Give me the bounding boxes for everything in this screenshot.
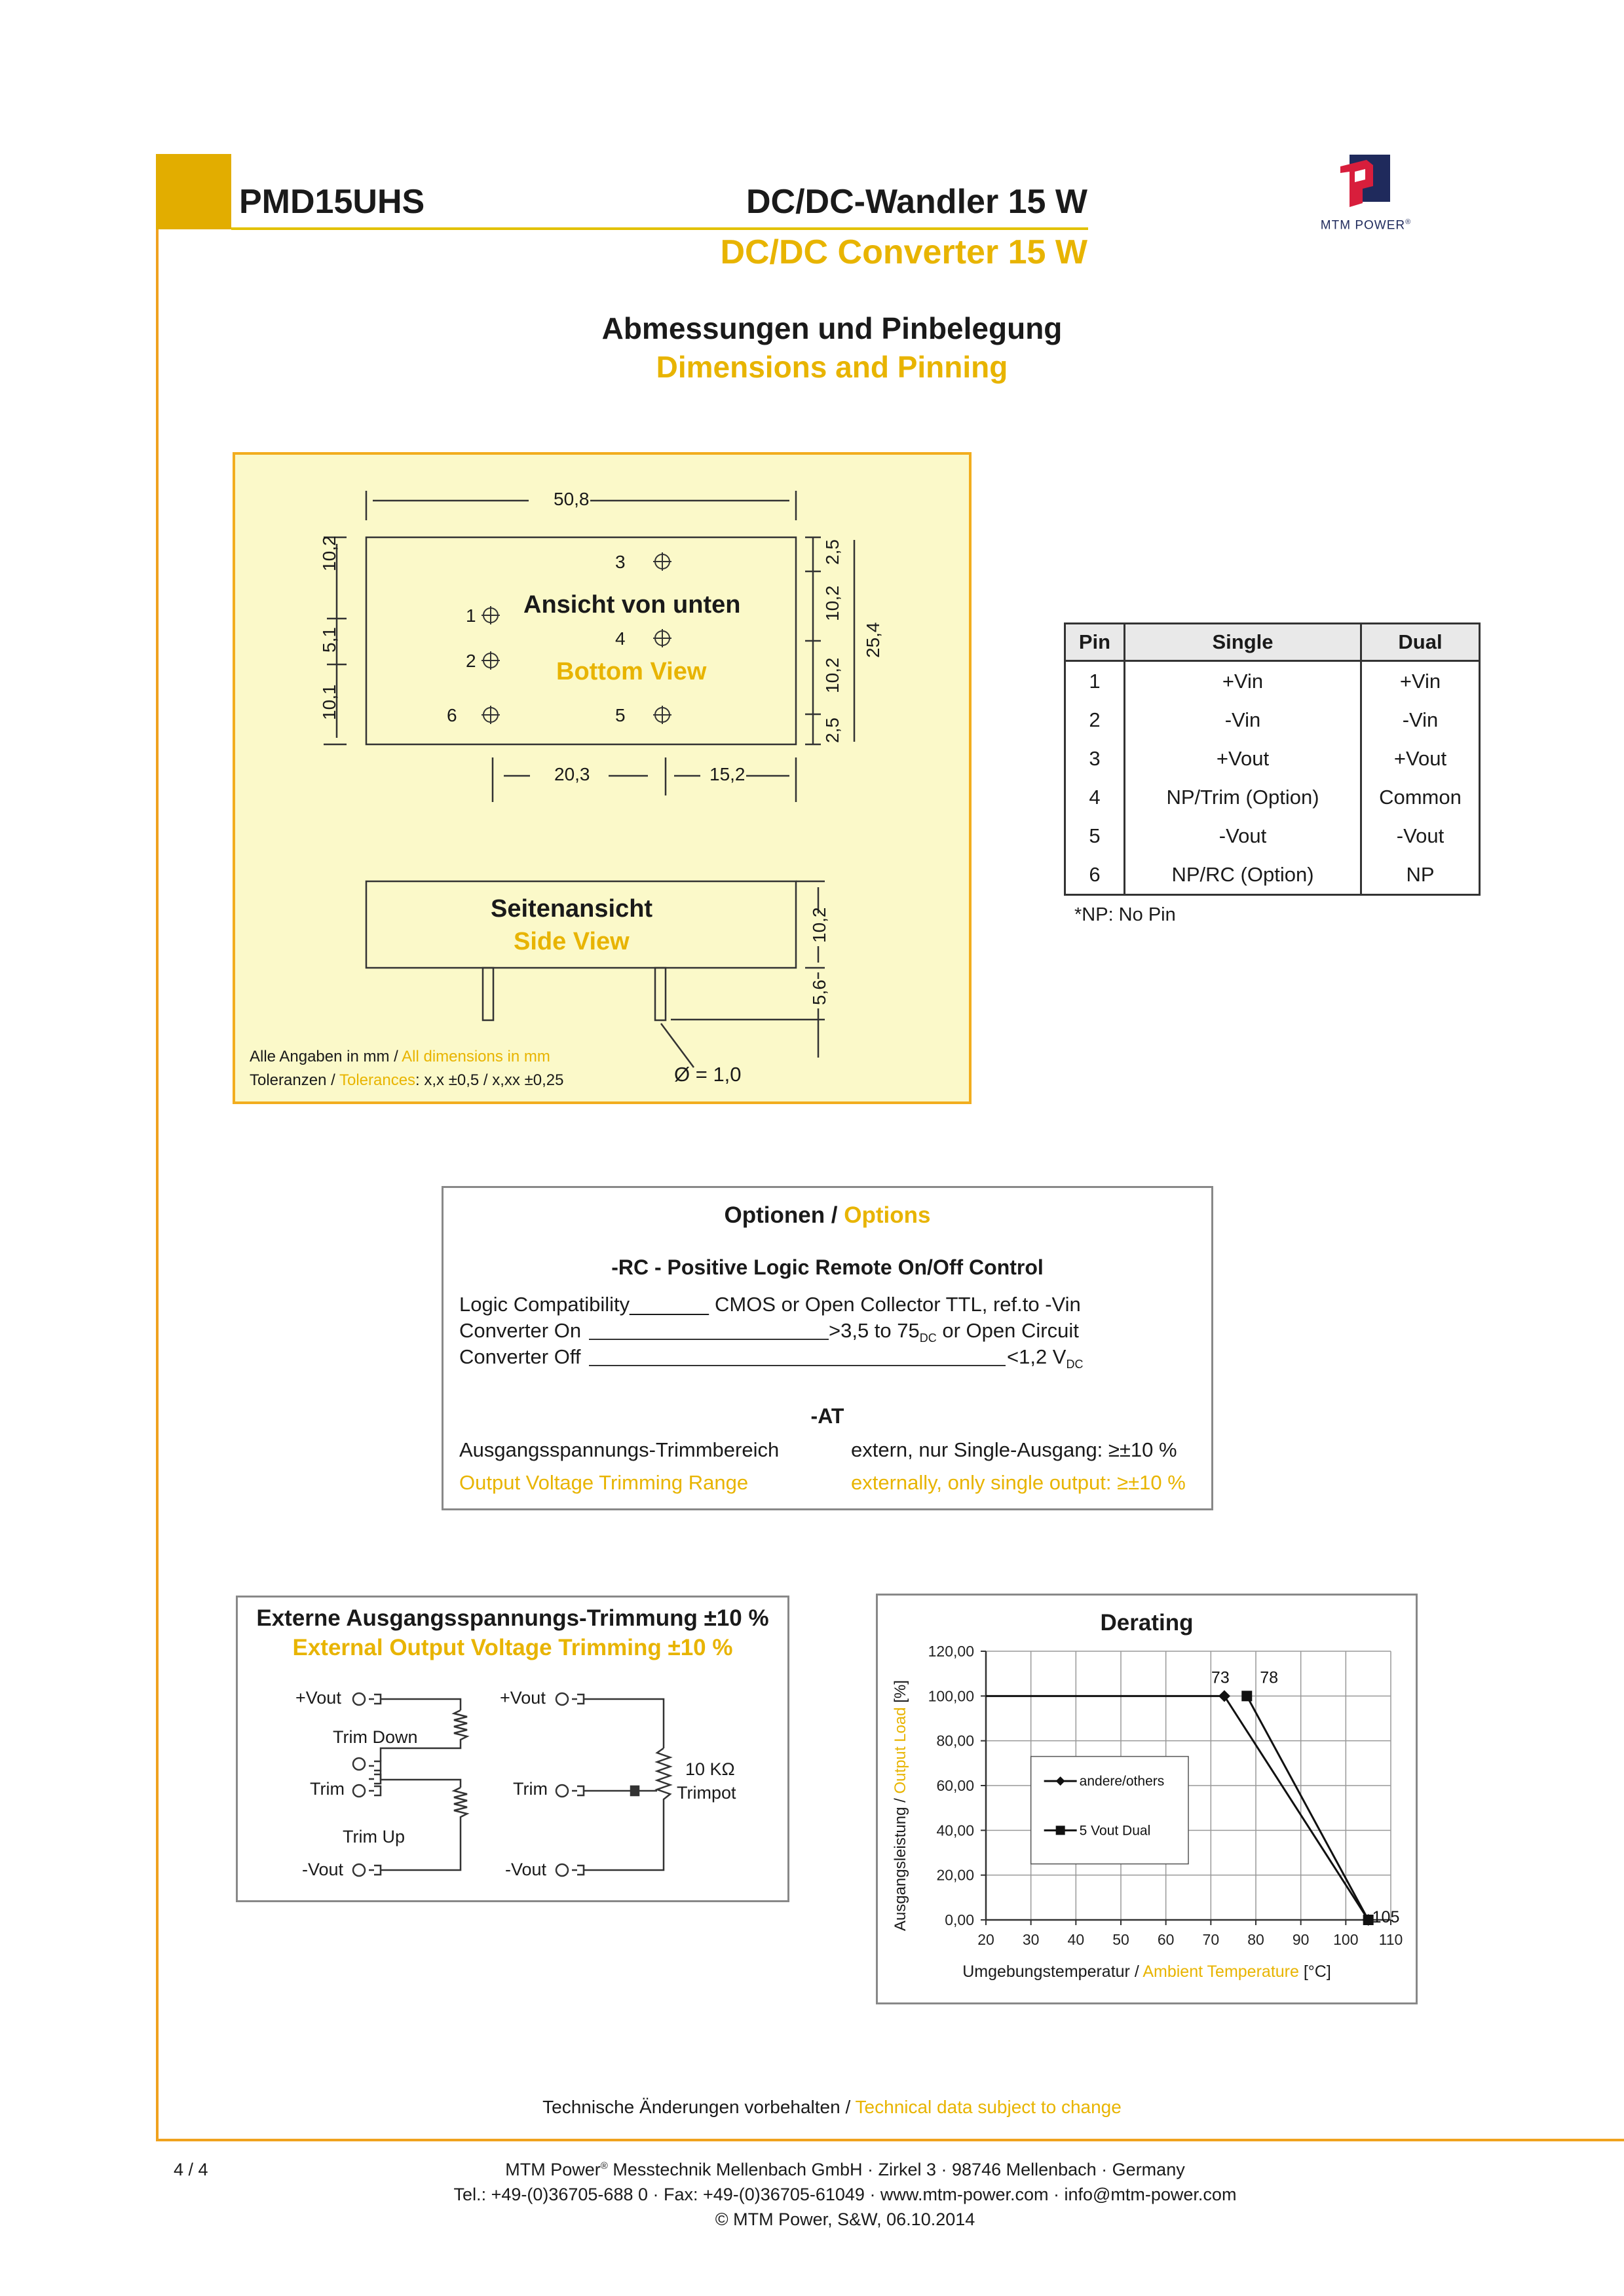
x-tick-label: 20	[977, 1931, 994, 1948]
dim-left-top: 10,2	[319, 535, 339, 571]
x-tick-label: 110	[1378, 1931, 1403, 1948]
dim-left-bot: 10,1	[319, 684, 339, 720]
pin-table-header	[1065, 624, 1480, 661]
col-single: Single	[1125, 624, 1361, 661]
pin-6-label: 6	[447, 705, 457, 725]
dimension-drawing	[235, 455, 969, 1101]
trim-panel	[236, 1596, 789, 1902]
y-tick-label: 120,00	[928, 1643, 974, 1660]
col-pin: Pin	[1065, 624, 1125, 661]
y-axis-label: Ausgangsleistung / Output Load [%]	[892, 1680, 909, 1931]
x-tick-label: 80	[1247, 1931, 1264, 1948]
header-accent-block	[156, 154, 231, 229]
y-tick-label: 0,00	[945, 1911, 974, 1928]
bottom-view-label-en: Bottom View	[556, 658, 707, 685]
dim-right-mid1: 10,2	[822, 585, 842, 621]
pin-markers	[482, 552, 671, 724]
page-number: 4 / 4	[174, 2160, 208, 2179]
pin-table	[1064, 622, 1481, 896]
rc-row2-label: Converter On	[459, 1319, 582, 1342]
trimpot-label: Trimpot	[677, 1783, 736, 1803]
right-trim-label: Trim	[513, 1779, 548, 1799]
pin-diameter: Ø = 1,0	[674, 1063, 742, 1086]
table-row	[1065, 855, 1480, 895]
change-notice: Technische Änderungen vorbehalten / Technical data subject to change	[542, 2097, 1122, 2117]
derating-panel	[876, 1594, 1418, 2004]
pin-4-label: 4	[615, 628, 626, 649]
logo-icon	[1336, 152, 1395, 211]
trim-title-de: Externe Ausgangsspannungs-Trimmung ±10 %	[256, 1605, 769, 1631]
dim-right-bot: 2,5	[822, 718, 842, 743]
table-row	[1065, 778, 1480, 816]
dim-left-mid: 5,1	[319, 627, 339, 653]
table-row	[1065, 661, 1480, 701]
cell: +Vin	[1361, 661, 1480, 701]
data-point-5vout-dual	[1241, 1691, 1252, 1701]
data-point-others	[1218, 1690, 1230, 1702]
options-panel	[442, 1186, 1213, 1510]
dim-bottom-1: 20,3	[554, 764, 590, 784]
pin-1-label: 1	[466, 605, 476, 626]
title-en: DC/DC Converter 15 W	[720, 233, 1087, 271]
cell: NP	[1361, 855, 1480, 895]
rc-row3-label: Converter Off	[459, 1345, 581, 1368]
cell: +Vout	[1361, 739, 1480, 778]
pin-table-note: *NP: No Pin	[1074, 904, 1176, 925]
legend-marker-5vout-dual	[1056, 1826, 1065, 1835]
x-tick-label: 70	[1202, 1931, 1220, 1948]
at-label-de: Ausgangsspannungs-Trimmbereich	[459, 1438, 780, 1461]
table-row	[1065, 700, 1480, 739]
left-margin-rule	[156, 154, 159, 2139]
cell: -Vin	[1125, 700, 1361, 739]
cell: 6	[1065, 855, 1125, 895]
cell: +Vin	[1125, 661, 1361, 701]
dimensions-panel	[233, 452, 972, 1104]
section-title-en: Dimensions and Pinning	[656, 350, 1008, 384]
cell: Common	[1361, 778, 1480, 816]
trim-title-en: External Output Voltage Trimming ±10 %	[292, 1635, 733, 1660]
dim-bottom-2: 15,2	[709, 764, 746, 784]
chart-title: Derating	[1100, 1610, 1194, 1636]
x-tick-label: 30	[1022, 1931, 1040, 1948]
rc-option-title: -RC - Positive Logic Remote On/Off Control	[611, 1255, 1044, 1279]
left-trim-label: Trim	[310, 1779, 345, 1799]
pin-3-label: 3	[615, 552, 626, 572]
x-tick-label: 100	[1333, 1931, 1359, 1948]
cell: -Vout	[1361, 816, 1480, 855]
cell: 1	[1065, 661, 1125, 701]
cell: NP/Trim (Option)	[1125, 778, 1361, 816]
pin-2-label: 2	[466, 651, 476, 671]
trim-up-label: Trim Up	[343, 1827, 405, 1846]
logo-text: MTM POWER®	[1320, 218, 1412, 233]
dim-height: 25,4	[863, 622, 883, 658]
rc-row1-label: Logic Compatibility_______	[459, 1293, 709, 1316]
table-row	[1065, 816, 1480, 855]
at-value-en: externally, only single output: ≥±10 %	[851, 1471, 1186, 1494]
x-tick-label: 60	[1157, 1931, 1175, 1948]
right-vout-plus: +Vout	[500, 1688, 546, 1708]
leader-line	[589, 1339, 829, 1340]
dim-width: 50,8	[554, 489, 590, 509]
dim-right-top: 2,5	[822, 539, 842, 565]
at-value-de: extern, nur Single-Ausgang: ≥±10 %	[851, 1438, 1177, 1461]
legend-label-5vout-dual: 5 Vout Dual	[1079, 1823, 1151, 1839]
options-title: Optionen / Options	[724, 1202, 931, 1228]
cell: 3	[1065, 739, 1125, 778]
dim-side-pin: 5,6	[809, 980, 829, 1005]
y-tick-label: 60,00	[936, 1777, 974, 1794]
right-vout-minus: -Vout	[505, 1860, 547, 1879]
rc-row3-value: <1,2 $V_{DC}$	[1007, 1345, 1084, 1371]
table-row	[1065, 739, 1480, 778]
footer-rule	[156, 2139, 1624, 2141]
section-title-de: Abmessungen und Pinbelegung	[601, 311, 1063, 345]
trimpot-value: 10 KΩ	[685, 1759, 735, 1779]
x-axis-label: Umgebungstemperatur / Ambient Temperature [°C]	[962, 1962, 1331, 1981]
cell: 4	[1065, 778, 1125, 816]
cell: 5	[1065, 816, 1125, 855]
at-label-en: Output Voltage Trimming Range	[459, 1471, 749, 1494]
annotation-105: 105	[1372, 1908, 1400, 1926]
left-vout-plus: +Vout	[295, 1688, 341, 1708]
annotation-73: 73	[1211, 1668, 1230, 1687]
bottom-view-label-de: Ansicht von unten	[523, 591, 741, 619]
cell: -Vin	[1361, 700, 1480, 739]
leader-line	[589, 1365, 1006, 1366]
model-name: PMD15UHS	[239, 183, 425, 221]
annotation-78: 78	[1260, 1668, 1279, 1687]
side-view-label-en: Side View	[514, 928, 630, 955]
dim-right-mid2: 10,2	[822, 657, 842, 693]
company-contact: Tel.: +49-(0)36705-688 0 · Fax: +49-(0)36705-61049 · www.mtm-power.com · info@mtm-power.com	[453, 2185, 1237, 2204]
tolerance-note: Toleranzen / Tolerances: x,x ±0,5 / x,xx ±0,25	[250, 1071, 564, 1089]
col-dual: Dual	[1361, 624, 1480, 661]
units-note: Alle Angaben in mm / All dimensions in mm	[250, 1048, 550, 1065]
copyright: © MTM Power, S&W, 06.10.2014	[715, 2210, 975, 2229]
dim-side-height: 10,2	[809, 907, 829, 943]
x-tick-label: 90	[1292, 1931, 1310, 1948]
title-de: DC/DC-Wandler 15 W	[746, 183, 1087, 221]
legend-box	[1031, 1757, 1188, 1864]
left-vout-minus: -Vout	[302, 1860, 344, 1879]
company-address: MTM Power® Messtechnik Mellenbach GmbH · Zirkel 3 · 98746 Mellenbach · Germany	[505, 2160, 1185, 2179]
y-tick-label: 40,00	[936, 1822, 974, 1839]
x-tick-label: 50	[1112, 1931, 1129, 1948]
series-line-5vout-dual	[1247, 1696, 1368, 1920]
rc-row2-value: >3,5 to $75_{DC}$ or Open Circuit	[829, 1319, 1079, 1345]
rc-row1-value: CMOS or Open Collector TTL, ref.to -Vin	[715, 1293, 1081, 1316]
cell: NP/RC (Option)	[1125, 855, 1361, 895]
cell: 2	[1065, 700, 1125, 739]
legend-label-others: andere/others	[1079, 1774, 1165, 1789]
x-tick-label: 40	[1067, 1931, 1085, 1948]
trim-schematic	[238, 1598, 787, 1900]
cell: -Vout	[1125, 816, 1361, 855]
y-tick-label: 100,00	[928, 1687, 974, 1705]
trim-down-label: Trim Down	[333, 1727, 418, 1747]
derating-chart	[878, 1596, 1416, 2002]
header-rule	[231, 227, 1088, 230]
pin-5-label: 5	[615, 705, 626, 725]
at-option-title: -AT	[810, 1404, 844, 1428]
y-tick-label: 80,00	[936, 1732, 974, 1750]
y-tick-label: 20,00	[936, 1866, 974, 1884]
cell: +Vout	[1125, 739, 1361, 778]
side-view-label-de: Seitenansicht	[491, 895, 653, 923]
